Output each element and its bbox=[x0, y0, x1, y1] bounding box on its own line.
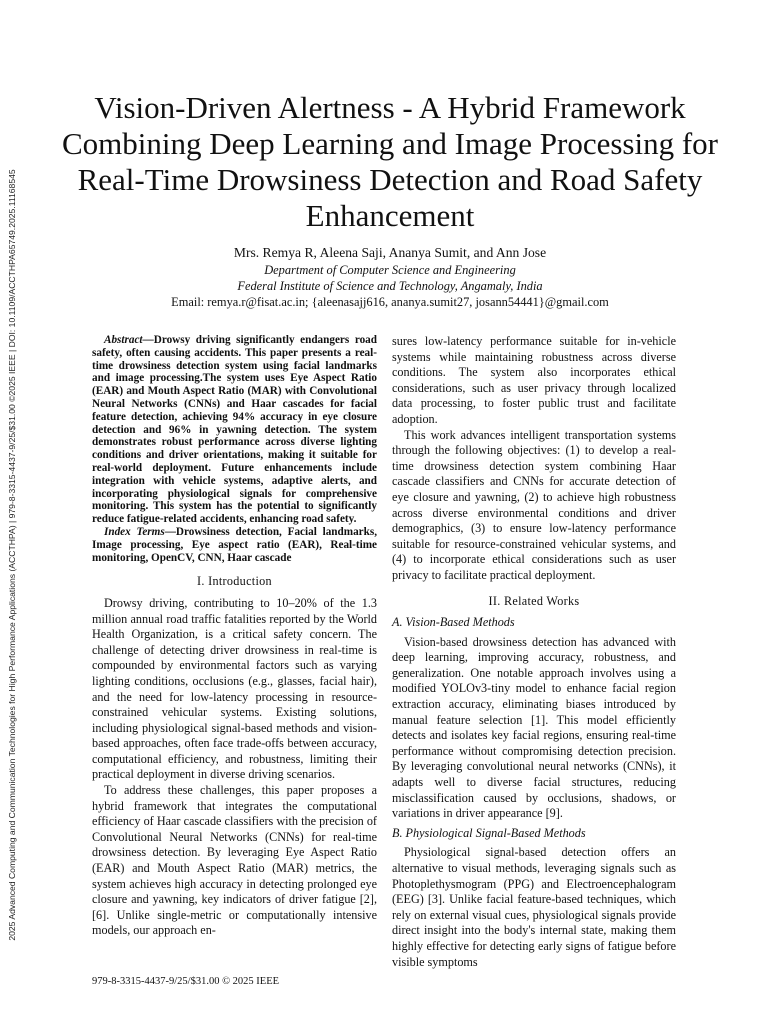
subsection-heading-vision: A. Vision-Based Methods bbox=[392, 615, 515, 630]
vision-methods-paragraph: Vision-based drowsiness detection has advanced with deep learning, improving accuracy, robustness, and generalization. One notable approach involves using a modified YOLOv3-tiny model to enhance facial region extraction accuracy, eliminating biases introduced by manual feature selection [1]. This model efficiently detects and isolates key facial regions, ensuring real-time performance without compromising detection precision. By leveraging convolutional neural networks (CNNs), it adapts well to diverse facial structures, reducing misclassification caused by occlusions, shadows, or variations in driver appearance [9]. bbox=[392, 634, 676, 821]
sidebar-doi-text: 2025 Advanced Computing and Communication Technologies for High Performance Applications (ACCTHPA) | 979-8-3315-4437-9/25/$31.00 ©2025 IEEE | DOI: 10.1109/ACCTHPA65749.2025.11168545 bbox=[7, 169, 17, 941]
paper-title: Vision-Driven Alertness - A Hybrid Framework Combining Deep Learning and Image Processing for Real-Time Drowsiness Detection and Road Safety Enhancement bbox=[62, 90, 718, 233]
sidebar-doi-strip bbox=[0, 150, 24, 960]
abstract-label: Abstract bbox=[104, 334, 143, 346]
abstract-text: —Drowsy driving significantly endangers road safety, often causing accidents. This paper presents a real-time drowsiness detection system using facial landmarks and image processing.The system uses Eye Aspect Ratio (EAR) and Mouth Aspect Ratio (MAR) with Convolutional Neural Networks (CNNs) and Haar cascades for facial feature detection, achieving 94% accuracy in eye closure detection and 96% in yawning detection. The system demonstrates robust performance across diverse lighting conditions and driver orientations, making it suitable for real-world deployment. Future enhancements include integration with vehicle systems, adaptive alerts, and incorporating physiological signals for comprehensive monitoring. This system has the potential to significantly reduce fatigue-related accidents, enhancing road safety. bbox=[92, 334, 377, 526]
right-paragraph-1: sures low-latency performance suitable for in-vehicle systems while maintaining robustness across diverse conditions. The system also incorporates ethical considerations, such as user privacy through localized data processing, to foster public trust and facilitate adoption. bbox=[392, 334, 676, 426]
author-institution: Federal Institute of Science and Technology, Angamaly, India bbox=[237, 279, 543, 293]
footer-copyright: 979-8-3315-4437-9/25/$31.00 © 2025 IEEE bbox=[92, 976, 280, 987]
physiological-methods-paragraph: Physiological signal-based detection offers an alternative to visual methods, leveraging signals such as Photoplethysmogram (PPG) and Electroencephalogram (EEG) [3]. Unlike facial feature-based techniques, which rely on external visual cues, physiological signals provide direct insight into the body's internal state, making them highly effective for detecting early signs of fatigue before visible symptoms bbox=[392, 845, 676, 969]
subsection-heading-physiological: B. Physiological Signal-Based Methods bbox=[392, 825, 586, 840]
left-column bbox=[92, 334, 377, 939]
index-terms-label: Index Terms bbox=[104, 525, 165, 538]
author-department: Department of Computer Science and Engineering bbox=[264, 263, 516, 277]
section-heading-related-works: II. Related Works bbox=[488, 593, 580, 608]
author-block bbox=[60, 244, 720, 310]
intro-paragraph-2: To address these challenges, this paper proposes a hybrid framework that integrates the computational efficiency of Haar cascade classifiers with the precision of Convolutional Neural Networks (CNNs) for real-time drowsiness detection. By leveraging Eye Aspect Ratio (EAR) and Mouth Aspect Ratio (MAR) metrics, the system achieves high accuracy in detecting prolonged eye closure and yawning, key indicators of driver fatigue [2], [6]. Unlike single-metric or computationally intensive models, our approach en- bbox=[92, 783, 377, 938]
right-paragraph-2: This work advances intelligent transportation systems through the following objectives: (1) to develop a real-time drowsiness detection system combining Haar cascade classifiers and CNNs for accurate detection of eye closure and yawning, (2) to achieve high robustness across diverse environmental conditions and driver demographics, (3) to ensure low-latency performance suitable for resource-constrained vehicular systems, and (4) to incorporate ethical considerations such as user privacy to facilitate practical deployment. bbox=[392, 427, 676, 582]
intro-paragraph-1: Drowsy driving, contributing to 10–20% of the 1.3 million annual road traffic fatalities reported by the World Health Organization, is a critical safety concern. The challenge of detecting driver drowsiness in real-time is compounded by environmental factors such as varying lighting conditions, occlusions (e.g., glasses, facial hair), and the need for low-latency processing in resource-constrained vehicular systems. Existing solutions, including physiological signal-based methods and vision-based approaches, often face trade-offs between accuracy, computational efficiency, and robustness, limiting their practical deployment in diverse driving scenarios. bbox=[92, 595, 377, 782]
index-terms bbox=[92, 526, 377, 564]
index-terms-text: —Drowsiness detection, Facial landmarks, Image processing, Eye aspect ratio (EAR), Real-time monitoring, OpenCV, CNN, Haar cascade bbox=[92, 525, 377, 564]
author-names: Mrs. Remya R, Aleena Saji, Ananya Sumit, and Ann Jose bbox=[233, 245, 547, 260]
section-heading-introduction: I. Introduction bbox=[197, 574, 272, 589]
author-email: Email: remya.r@fisat.ac.in; {aleenasajj616, ananya.sumit27, josann54441}@gmail.com bbox=[171, 295, 609, 309]
abstract bbox=[92, 334, 377, 526]
right-column bbox=[392, 334, 676, 970]
